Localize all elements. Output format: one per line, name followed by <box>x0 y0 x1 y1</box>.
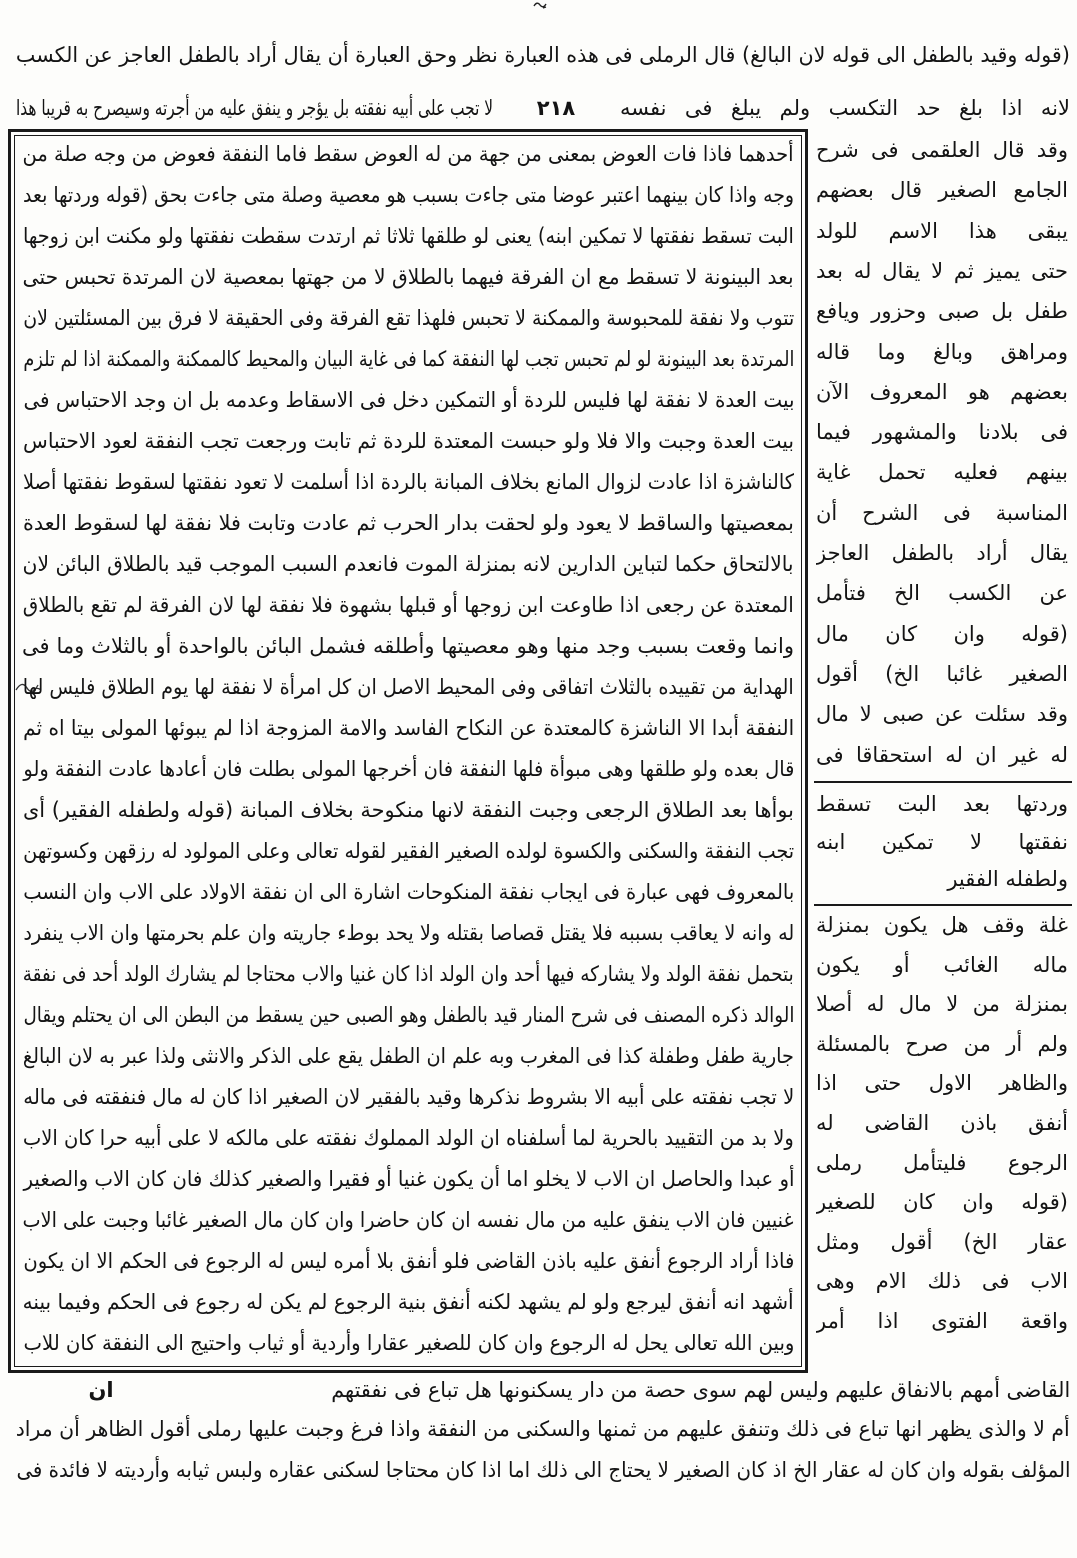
main-text-line-text: المعتدة عن رجعى اذا طاوعت ابن زوجها أو قبلها بشهوة فلا نفقة لها لان الفرقة لم تقع بالطلاق <box>23 593 794 617</box>
margin-note-line <box>816 1262 1068 1302</box>
margin-note-line-text: وقد سئلت عن صبى لا مال <box>816 702 1068 727</box>
margin-note-line-text: ومراهق وبالغ وما قاله <box>816 339 1068 364</box>
margin-note-line-text: بمنزلة من لا مال له أصلا <box>816 992 1068 1017</box>
matn-excerpt-line <box>816 824 1068 862</box>
main-text-line-text: بمعصيتها والساقط لا يعود ولو لحقت بدار الحرب ثم عادت وتابت فلا نفقة لها لسقوط العدة <box>23 511 794 535</box>
margin-note-line <box>816 1144 1068 1184</box>
header-line-1 <box>15 37 1070 73</box>
margin-note-line <box>816 1064 1068 1104</box>
margin-note-line <box>816 493 1068 533</box>
main-text-line <box>22 1159 794 1200</box>
header-line-2-right-text: لانه اذا بلغ حد التكسب ولم يبلغ فى نفسه <box>620 96 1070 120</box>
top-printer-mark <box>532 0 550 10</box>
main-text-line <box>22 1118 794 1159</box>
main-text-line <box>22 831 794 872</box>
main-text-line-text: جارية طفل وطفلة كذا فى المغرب وبه علم ان الطفل يقع على الذكر والانثى ولذا عبر به لان البالغ <box>22 1044 794 1068</box>
main-text-line <box>22 462 794 503</box>
page-number <box>510 90 602 126</box>
margin-note-line <box>816 1223 1068 1263</box>
main-text-line-text: بوأها بعد الطلاق الرجعى وجبت النفقة لانها منكوحة بخلاف المبانة (قوله ولطفله الفقير) أى <box>22 798 794 822</box>
main-text-line <box>22 421 794 462</box>
main-text-line-text: بالمعروف فهى عبارة فى ايجاب نفقة المنكوحات اشارة الى ان نفقة الاولاد على الاب وان النسب <box>23 880 794 904</box>
margin-note-line-text: ولم أر من صرح بالمسئلة <box>816 1031 1068 1056</box>
margin-note-line-text: والظاهر الاول حتى اذا <box>816 1071 1068 1096</box>
footer-line-1 <box>330 1372 1070 1408</box>
margin-note-line-text: يقال أراد بالطفل العاجز <box>816 541 1068 565</box>
main-text-line <box>22 585 794 626</box>
margin-note-line <box>816 372 1068 412</box>
margin-note-line-text: عن الكسب الخ فتأمل <box>816 581 1068 606</box>
main-text-line-text: تجب النفقة والسكنى والكسوة لولده الصغير الفقير لقوله تعالى وعلى المولود له رزقهن وكسوتهن <box>22 839 794 863</box>
main-text-line-text: الهداية من تقييده بالثلاث اتفاقى وفى المحيط الاصل ان كل امرأة لا نفقة لها يوم الطلاق فليس لها <box>22 675 794 699</box>
margin-note-line <box>816 1302 1068 1342</box>
margin-note-line-text: حتى يميز ثم لا يقال له بعد <box>816 258 1068 283</box>
margin-note-line-text: (قوله وان كان للصغير <box>816 1190 1068 1215</box>
main-text-line <box>22 1241 794 1282</box>
main-text-line <box>22 626 794 667</box>
footer-line-3-text: المؤلف بقوله وان كان له عقار الخ اذ كان الصغير لا يحتاج الى ذلك اما اذا كان محتاجا لسكنى عقاره ولبس ثيابه وأرديته لا فائدة فى <box>15 1458 1070 1482</box>
margin-note-line <box>816 170 1068 210</box>
main-text-line-text: البت تسقط نفقتها لا تمكين ابنه) يعنى لو طلقها ثلاثا ثم ارتدت سقطت نفقتها ولو مكنت ابن زوجها <box>23 224 794 248</box>
margin-note-line <box>816 573 1068 613</box>
main-text-line-text: بيت العدة لا نفقة لها فليس للردة أو التمكين دخل فى الاسقاط وعدمه بل ان وجد الاحتباس فى <box>22 388 794 412</box>
footer-line-1-text: القاضى أمهم بالانفاق عليهم وليس لهم سوى حصة من دار يسكنونها هل تباع فى نفقتهم <box>331 1378 1070 1402</box>
main-text-line <box>22 749 794 790</box>
margin-note-line <box>816 694 1068 734</box>
margin-note-line-text: يبقى هذا الاسم للولد <box>816 218 1068 243</box>
margin-note-line <box>816 130 1068 170</box>
margin-note-line-text: الرجوع فليتأمل رملى <box>816 1150 1068 1175</box>
main-text-line-text: وجه واذا كان بينهما اعتبر عوضا متى جاءت بسبب هو معصية وصلة متى جاءت بحق (قوله وردتها بعد <box>22 183 794 207</box>
margin-note-line <box>816 452 1068 492</box>
main-text-line-text: له وانه لا يعاقب بسببه فلا يقتل قصاصا بقتله ولا يحد بوطء جاريته وان علم بحرمتها وان الاب ينفرد <box>23 921 794 945</box>
margin-separator-1 <box>814 781 1072 783</box>
margin-note-line <box>816 614 1068 654</box>
main-text-line-text: الوالد ذكره المصنف فى شرح المنار قيد بالطفل وهو الصبى حين يسقط من البطن الى ان يحتلم ويقال <box>22 1003 794 1027</box>
header-line-2-left-text: لا تجب على أبيه نفقته بل يؤجر و ينفق عليه من أجرته وسيصرح به قريبا هذا <box>15 96 493 120</box>
main-text-line <box>22 134 794 175</box>
main-text-line <box>22 995 794 1036</box>
main-text-line-text: غنيين فان الاب ينفق عليه من مال نفسه ان كان حاضرا وان كان مال الصغير غائبا وجبت على الاب <box>23 1208 794 1232</box>
margin-note-line <box>816 332 1068 372</box>
margin-note-line-text: فى بلادنا والمشهور فيما <box>816 420 1068 445</box>
margin-note-line <box>816 251 1068 291</box>
margin-note-line-text: أنفق باذن القاضى له <box>816 1111 1068 1135</box>
page-number-text: ٢١٨ <box>536 96 576 120</box>
matn-excerpt-line-text: وردتها بعد البت تسقط <box>816 792 1068 816</box>
main-text-line <box>22 503 794 544</box>
matn-excerpt-line <box>816 786 1068 824</box>
header-line-1-text: (قوله وقيد بالطفل الى قوله لان البالغ) قال الرملى فى هذه العبارة نظر وحق العبارة أن يقال أراد بالطفل العاجز عن الكسب <box>16 43 1070 67</box>
main-text-line <box>22 175 794 216</box>
footer-line-2-text: أم لا والذى يظهر انها تباع فى ذلك وتنفق عليهم من ثمنها والسكنى من النفقة واذا فرغ وجبت عليها رملى أقول الظاهر أن مراد <box>15 1417 1070 1441</box>
margin-note-line-text: بينهم فعليه تحمل غاية <box>816 460 1068 485</box>
main-text-line-text: أو عبدا والحاصل ان الاب لا يخلو اما أن يكون غنيا أو فقيرا والصغير كذلك فان كان الاب والصغير <box>22 1167 794 1191</box>
main-text-line-text: النفقة أبدا الا الناشزة كالمعتدة عن النكاح الفاسد والامة المزوجة اذا لم يبوئها المولى بيتا اه ثم <box>22 716 794 740</box>
main-text-line <box>22 298 794 339</box>
margin-note-line <box>816 412 1068 452</box>
main-text-line-text: لا تجب نفقته على أبيه الا بشروط نذكرها وقيد بالفقير لان الصغير اذا كان له مال فنفقته فى ماله <box>23 1085 794 1109</box>
main-text-line-text: المرتدة بعد البينونة لو لم تحبس تجب لها النفقة كما فى غاية البيان والمحيط كالممكنة والممكنة اذا لم تلزم <box>23 347 794 371</box>
main-text-line <box>22 667 794 708</box>
main-text-line-text: أحدهما فاذا فات العوض بمعنى من جهة من له العوض سقط فاما النفقة فعوض من وجه صلة من <box>22 142 794 166</box>
margin-note-line <box>816 735 1068 775</box>
main-text-line-text: كالناشزة اذا عادت لزوال المانع بخلاف المبانة بالردة اذا أسلمت لا تعود نفقتها لسقوط نفقتها أصلا <box>22 470 794 494</box>
matn-excerpt-line-text: ولطفله الفقير <box>947 867 1068 891</box>
margin-note-line-text: الاب فى ذلك الام وهى <box>816 1269 1068 1294</box>
margin-note-line-text: وقد قال العلقمى فى شرح <box>816 138 1068 162</box>
margin-note-line <box>816 1183 1068 1223</box>
main-text-line-text: أشهد انه أنفق ليرجع ولو لم يشهد لكنه أنفق بنية الرجوع لم يكن له رجوع فى الحكم وفيما بينه <box>23 1290 794 1314</box>
main-text-line-text: قال بعده ولو طلقها وهى مبوأة فلها النفقة فان أخرجها المولى بطلت فان أعادها عادت النفقة ولو <box>22 757 794 781</box>
header-line-2-right <box>620 90 1070 126</box>
margin-note-line <box>816 1025 1068 1065</box>
main-text-line <box>22 1036 794 1077</box>
main-text-line <box>22 1200 794 1241</box>
margin-note-line-text: واقعة الفتوى اذا أمر <box>816 1309 1068 1333</box>
matn-excerpt-line <box>816 861 1068 899</box>
margin-note-line-text: عقار الخ) أقول ومثل <box>816 1229 1068 1254</box>
footer-line-3 <box>15 1451 1070 1489</box>
margin-note-line-text: المناسبة فى الشرح أن <box>816 500 1068 525</box>
main-text-line-text: بالالتحاق حكما لتباين الدارين لانه بمنزلة الموت فانعدم السبب الموجب قيد بالطلاق البائن لان <box>22 552 794 576</box>
margin-note-line <box>816 291 1068 331</box>
main-text-line <box>22 872 794 913</box>
main-text-line-text: ولا بد من التقييد بالحرية لما أسلفناه ان الولد المملوك نفقته على مالكه لا على أبيه حرا كان الاب <box>23 1126 794 1150</box>
main-text-line <box>22 544 794 585</box>
main-text-line-text: فاذا أراد الرجوع أنفق عليه باذن القاضى فلو أنفق بلا أمره ليس له الرجوع فى الحكم الا ان يكون <box>23 1249 794 1273</box>
main-text-line <box>22 913 794 954</box>
margin-note-line-text: الجامع الصغير قال بعضهم <box>816 178 1068 203</box>
margin-note-line-text: غلة وقف هل يكون بمنزلة <box>816 913 1068 937</box>
margin-note-line <box>816 985 1068 1025</box>
margin-note-line <box>816 906 1068 946</box>
margin-note-line-text: الصغير غائبا الخ) أقول <box>816 661 1068 686</box>
main-text-line-text: بتحمل نفقة الولد ولا يشاركه فيها أحد وان الولد اذا كان غنيا والاب محتاجا لم يشارك الولد أحد فى نفقة <box>23 962 794 986</box>
margin-note-line-text: طفل بل صبى وحزور ويافع <box>816 299 1068 324</box>
margin-note-line-text: بعضهم هو المعروف الآن <box>816 379 1068 404</box>
main-text-line-text: بيت العدة وجبت والا فلا ولو حبست المعتدة للردة ثم تابت ورجعت تجب النفقة لعود الاحتباس <box>23 429 794 453</box>
main-text-line <box>22 790 794 831</box>
margin-note-line <box>816 533 1068 573</box>
main-text-line <box>22 216 794 257</box>
margin-note-line <box>816 211 1068 251</box>
main-text-line <box>22 380 794 421</box>
footer-line-2 <box>15 1410 1070 1448</box>
main-text-line-text: وانما وقعت بسبب وجد منها وهو معصيتها وأطلقه فشمل البائن بالواحدة أو بالثلاث وما فى <box>22 634 794 658</box>
matn-excerpt-line-text: نفقتها لا تمكين ابنه <box>816 829 1068 854</box>
main-text-line <box>22 708 794 749</box>
catchword-text: ان <box>88 1378 114 1402</box>
margin-note-line <box>816 654 1068 694</box>
margin-note-line-text: ماله الغائب أو يكون <box>816 952 1068 977</box>
margin-note-line <box>816 946 1068 986</box>
main-text-line-text: تتوب ولا نفقة للمحبوسة والممكنة لا تحبس فلهذا تقع الفرقة وفى الحقيقة لا فرق بين المسئلتين لان <box>22 306 794 330</box>
header-line-2-left <box>15 90 493 126</box>
main-text-line <box>22 1282 794 1323</box>
main-text-line-text: بعد البينونة لا تسقط مع ان الفرقة فيهما بالطلاق لا من جهتها بمعصية لان المرتدة تحبس حتى <box>22 265 794 289</box>
catchword <box>76 1372 126 1408</box>
margin-note-line-text: (قوله وان كان مال <box>816 621 1068 646</box>
main-text-line <box>22 1323 794 1364</box>
main-text-line <box>22 257 794 298</box>
margin-note-line-text: له غير ان له استحقاقا فى <box>816 742 1068 767</box>
main-text-line <box>22 1077 794 1118</box>
main-text-line <box>22 339 794 380</box>
margin-note-line <box>816 1104 1068 1144</box>
main-text-line-text: وبين الله تعالى يحل له الرجوع وان كان للصغير عقارا وأردية أو ثياب واحتيج الى النفقة كان للاب <box>23 1331 794 1355</box>
main-text-line <box>22 954 794 995</box>
